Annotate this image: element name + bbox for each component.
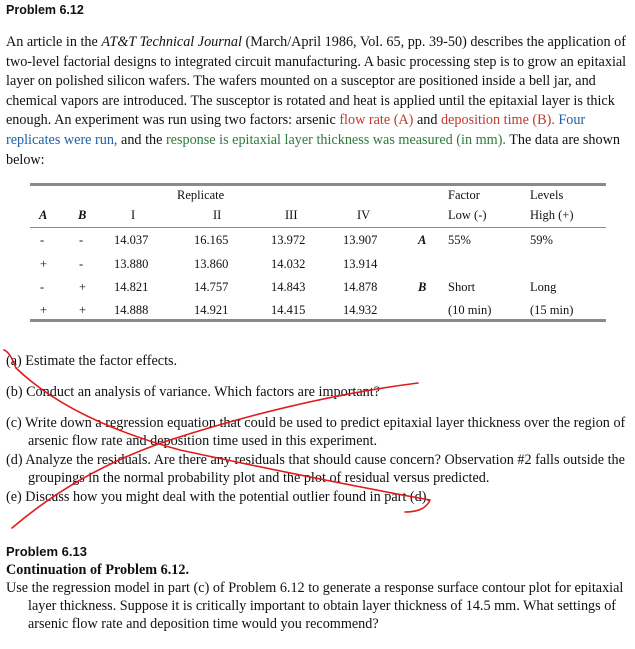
header-low: Low (-) — [448, 208, 487, 222]
row-4-rep-iv: 14.932 — [343, 303, 378, 317]
factor-a-high: 59% — [530, 233, 553, 247]
header-high: High (+) — [530, 208, 574, 222]
question-d: (d) Analyze the residuals. Are there any residuals that should cause concern? Observation #2 falls outside the groupings in the normal probability plot and the plot of residual versus predicted. — [6, 452, 625, 486]
header-levels: Levels — [530, 188, 564, 202]
row-1-b: - — [79, 233, 84, 247]
intro-text-2: (March/April 1986, Vol. 65, pp. 39-50) describes the application of two-level factorial designs to integrated circuit manufacturing. A basic processing step is to grow an epitaxial layer on polished silicon wafers. The wafers mounted on a susceptor are positioned inside a bell jar, and chemical vapors are introduced. The susceptor is rotated and heat is applied until the epitaxial layer is thick enough. An experiment was run using two factors: arsenic — [6, 34, 627, 129]
and-text: and — [413, 112, 441, 129]
row-2-b: - — [79, 257, 84, 271]
row-2-rep-i: 13.880 — [114, 257, 149, 271]
header-rep-ii: II — [213, 208, 222, 222]
data-table — [30, 183, 606, 323]
header-a: A — [39, 208, 48, 222]
row-4-rep-i: 14.888 — [114, 303, 149, 317]
row-3-rep-iii: 14.843 — [271, 280, 306, 294]
row-3-a: - — [40, 280, 45, 294]
row-1-rep-ii: 16.165 — [194, 233, 229, 247]
row-3-rep-ii: 14.757 — [194, 280, 229, 294]
header-factor: Factor — [448, 188, 480, 202]
row-4-b: + — [79, 303, 87, 317]
row-3-rep-i: 14.821 — [114, 280, 149, 294]
table-bottom-rule — [30, 319, 606, 322]
factor-b-text: deposition time (B). — [440, 112, 555, 129]
row-4-a: + — [40, 303, 48, 317]
header-rep-iii: III — [285, 208, 298, 222]
problem-6-12-title: Problem 6.12 — [6, 3, 84, 17]
problem-6-13-body: Use the regression model in part (c) of Problem 6.12 to generate a response surface contour plot for epitaxial layer thickness. Suppose it is critically important to obtain layer thickness of 14.5 mm. What settings of arsenic flow rate and deposition time would you recommend? — [6, 580, 624, 632]
question-a: (a) Estimate the factor effects. — [6, 353, 178, 369]
replicates-text: Four replicates were run, — [6, 112, 586, 148]
factor-b-high-duration: (15 min) — [530, 303, 574, 317]
header-b: B — [78, 208, 87, 222]
row-1-a: - — [40, 233, 45, 247]
row-2-a: + — [40, 257, 48, 271]
problem-6-13 — [6, 543, 630, 633]
factor-b-name: B — [418, 280, 427, 294]
factor-a-text: flow rate (A) — [339, 112, 414, 129]
header-replicate: Replicate — [177, 188, 225, 202]
outro-text: The data are shown below: — [6, 131, 620, 168]
factor-b-high: Long — [530, 280, 557, 294]
factor-b-low: Short — [448, 280, 476, 294]
problem-6-13-title: Problem 6.13 — [6, 544, 87, 559]
row-1-rep-i: 14.037 — [114, 233, 149, 247]
response-text: response is epitaxial layer thickness was measured (in mm). — [165, 131, 506, 148]
problem-6-12-statement — [6, 33, 628, 170]
factor-a-name: A — [418, 233, 427, 247]
row-2-rep-iii: 14.032 — [271, 257, 306, 271]
row-3-b: + — [79, 280, 87, 294]
row-4-rep-iii: 14.415 — [271, 303, 306, 317]
factor-a-low: 55% — [448, 233, 471, 247]
row-4-rep-ii: 14.921 — [194, 303, 229, 317]
question-e: (e) Discuss how you might deal with the potential outlier found in part (d). — [6, 489, 430, 505]
row-3-rep-iv: 14.878 — [343, 280, 378, 294]
table-top-rule — [30, 183, 606, 186]
header-rep-iv: IV — [357, 208, 371, 222]
problem-6-13-subtitle: Continuation of Problem 6.12. — [6, 562, 190, 578]
row-1-rep-iv: 13.907 — [343, 233, 378, 247]
journal-name: AT&T Technical Journal — [101, 34, 242, 50]
and-text-2: and the — [117, 131, 166, 148]
header-rep-i: I — [131, 208, 136, 222]
question-b: (b) Conduct an analysis of variance. Which factors are important? — [6, 384, 380, 400]
row-2-rep-iv: 13.914 — [343, 257, 378, 271]
row-1-rep-iii: 13.972 — [271, 233, 306, 247]
factor-b-low-duration: (10 min) — [448, 303, 492, 317]
table-header-rule — [30, 227, 606, 228]
question-c: (c) Write down a regression equation that could be used to predict epitaxial layer thickness over the region of arsenic flow rate and deposition time used in this experiment. — [6, 415, 626, 449]
intro-text: An article in the — [6, 34, 102, 50]
row-2-rep-ii: 13.860 — [194, 257, 229, 271]
